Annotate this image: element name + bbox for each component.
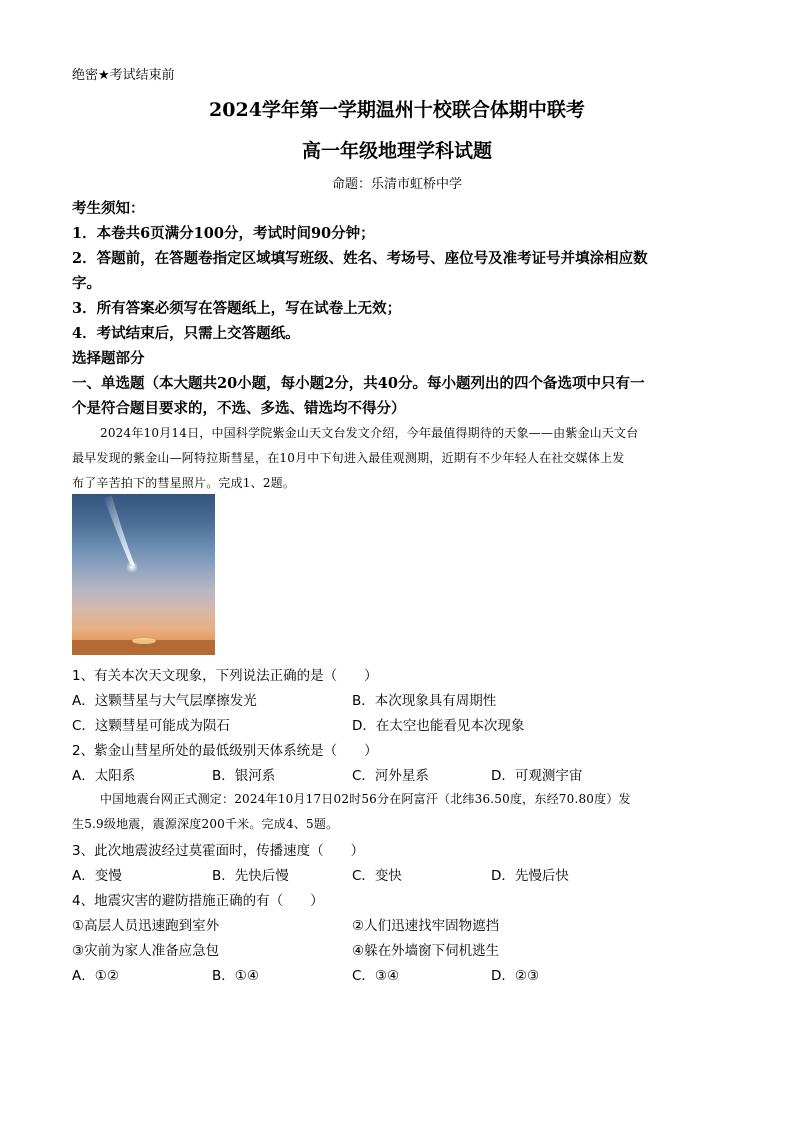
q1-option-d: D．在太空也能看见本次现象 — [352, 718, 525, 734]
question-4-stem: 4、地震灾害的避防措施正确的有（ ） — [72, 893, 324, 909]
q2-option-d: D．可观测宇宙 — [491, 768, 583, 784]
section-title: 选择题部分 — [72, 350, 145, 367]
notice-heading: 考生须知： — [72, 200, 145, 217]
notice-item: 2．答题前，在答题卷指定区域填写班级、姓名、考场号、座位号及准考证号并填涂相应数 — [72, 250, 648, 267]
confidential-mark: 绝密★考试结束前 — [72, 68, 175, 83]
q3-option-a: A．变慢 — [72, 868, 122, 884]
exam-title: 2024学年第一学期温州十校联合体期中联考 — [209, 99, 585, 121]
q1-option-a: A．这颗彗星与大气层摩擦发光 — [72, 693, 257, 709]
q3-option-c: C．变快 — [352, 868, 402, 884]
part-instructions: 一、单选题（本大题共20小题，每小题2分，共40分。每小题列出的四个备选项中只有一 — [72, 375, 645, 392]
q4-statement-3: ③灾前为家人准备应急包 — [72, 943, 220, 959]
material-text: 布了辛苦拍下的彗星照片。完成1、2题。 — [72, 476, 296, 490]
q2-option-c: C．河外星系 — [352, 768, 429, 784]
q2-option-a: A．太阳系 — [72, 768, 136, 784]
q3-option-d: D．先慢后快 — [491, 868, 569, 884]
material-text: 生5.9级地震，震源深度200千米。完成4、5题。 — [72, 817, 339, 831]
question-3-stem: 3、此次地震波经过莫霍面时，传播速度（ ） — [72, 843, 365, 859]
q4-statement-4: ④躲在外墙窗下伺机逃生 — [352, 943, 500, 959]
q4-statement-1: ①高层人员迅速跑到室外 — [72, 918, 220, 934]
q4-option-c: C．③④ — [352, 968, 400, 984]
q4-option-b: B．①④ — [212, 968, 259, 984]
q2-option-b: B．银河系 — [212, 768, 276, 784]
q4-option-a: A．①② — [72, 968, 119, 984]
q1-option-b: B．本次现象具有周期性 — [352, 693, 497, 709]
question-1-stem: 1、有关本次天文现象，下列说法正确的是（ ） — [72, 668, 378, 684]
exam-author: 命题：乐清市虹桥中学 — [331, 177, 462, 192]
q3-option-b: B．先快后慢 — [212, 868, 289, 884]
part-instructions: 个是符合题目要求的，不选、多选、错选均不得分） — [72, 400, 406, 417]
q4-statement-2: ②人们迅速找牢固物遮挡 — [352, 918, 500, 934]
notice-item: 字。 — [72, 275, 101, 292]
q1-option-c: C．这颗彗星可能成为陨石 — [72, 718, 230, 734]
exam-subtitle: 高一年级地理学科试题 — [301, 140, 492, 162]
material-text: 中国地震台网正式测定：2024年10月17日02时56分在阿富汗（北纬36.50度，东经70.80度）发 — [100, 792, 631, 806]
material-text: 最早发现的紫金山—阿特拉斯彗星，在10月中下旬进入最佳观测期，近期有不少年轻人在社交媒体上发 — [72, 451, 625, 465]
question-2-stem: 2、紫金山彗星所处的最低级别天体系统是（ ） — [72, 743, 378, 759]
comet-photo — [72, 494, 215, 655]
notice-item: 1．本卷共6页满分100分，考试时间90分钟； — [72, 225, 375, 242]
notice-item: 4．考试结束后，只需上交答题纸。 — [72, 325, 300, 342]
notice-item: 3．所有答案必须写在答题纸上，写在试卷上无效； — [72, 300, 402, 317]
material-text: 2024年10月14日，中国科学院紫金山天文台发文介绍，今年最值得期待的天象——由紫金山天文台 — [100, 426, 639, 440]
q4-option-d: D．②③ — [491, 968, 540, 984]
